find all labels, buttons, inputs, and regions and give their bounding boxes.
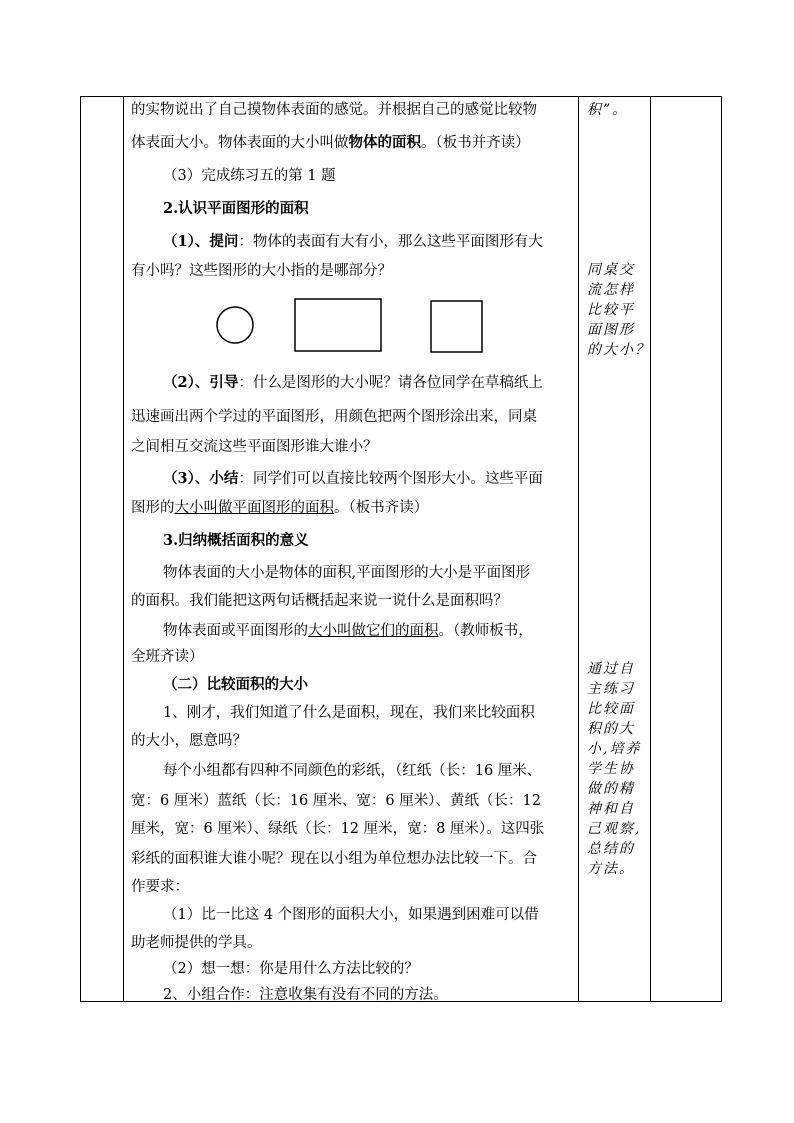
text-line: （1）、提问：物体的表面有大有小，那么这些平面图形有大	[163, 233, 543, 250]
text-line: （2）想一想：你是用什么方法比较的？	[163, 961, 419, 977]
text-line: （1）比一比这 4 个图形的面积大小，如果遇到困难可以借	[163, 907, 539, 923]
rectangle-shape	[295, 299, 381, 351]
column-divider	[650, 97, 651, 1001]
note-line: 比较平	[587, 302, 635, 318]
note-line: 己观察,	[587, 821, 642, 837]
text-line: 的面积。我们能把这两句话概括起来说一说什么是面积吗？	[131, 593, 508, 609]
note-line: 通过自	[587, 661, 635, 677]
text-line: 全班齐读）	[131, 649, 204, 665]
section-heading: （二）比较面积的大小	[163, 676, 308, 693]
section-heading: 2.认识平面图形的面积	[163, 200, 309, 217]
text-line: 物体表面的大小是物体的面积,平面图形的大小是平面图形	[163, 565, 531, 581]
circle-shape	[217, 307, 253, 343]
note-line: 同桌交	[587, 262, 635, 278]
text-line: 物体表面或平面图形的大小叫做它们的面积。（教师板书，	[163, 623, 533, 639]
note-line: 的大小？	[587, 342, 651, 358]
note-line: 小,培养	[587, 741, 642, 757]
text-line: （2）、引导：什么是图形的大小呢？请各位同学在草稿纸上	[163, 374, 543, 391]
section-heading: 3.归纳概括面积的意义	[163, 532, 309, 549]
lesson-table	[80, 96, 722, 1002]
note-line: 主练习	[587, 681, 635, 697]
note-line: 比较面	[587, 701, 635, 717]
note-line: 流怎样	[587, 282, 635, 298]
text-line: 作要求：	[131, 879, 189, 895]
text-line: 迅速画出两个学过的平面图形，用颜色把两个图形涂出来，同桌	[131, 409, 537, 425]
note-line: 积的大	[587, 721, 635, 737]
text-line: （3）、小结：同学们可以直接比较两个图形大小。这些平面	[163, 470, 543, 487]
text-line: 有小吗？这些图形的大小指的是哪部分？	[131, 263, 392, 279]
text-line: 每个小组都有四种不同颜色的彩纸，（红纸（长：16 厘米、	[163, 763, 542, 779]
note-line: 总结的	[587, 841, 635, 857]
text-line: （3）完成练习五的第 1 题	[163, 168, 336, 184]
note-line: 面图形	[587, 322, 635, 338]
text-line: 的实物说出了自己摸物体表面的感觉。并根据自己的感觉比较物	[131, 102, 537, 118]
note-line: 神和自	[587, 801, 635, 817]
text-line: 体表面大小。物体表面的大小叫做物体的面积。（板书并齐读）	[131, 134, 530, 151]
text-line: 2、小组合作：注意收集有没有不同的方法。	[163, 987, 448, 1003]
design-note: 积”。	[587, 102, 629, 118]
note-line: 学生协	[587, 761, 635, 777]
text-line: 助老师提供的学具。	[131, 935, 262, 951]
text-line: 厘米，宽：6 厘米）、绿纸（长：12 厘米，宽：8 厘米）。这四张	[131, 821, 545, 837]
text-line: 之间相互交流这些平面图形谁大谁小？	[131, 439, 378, 455]
text-line: 宽：6 厘米）蓝纸（长：16 厘米、宽：6 厘米）、黄纸（长：12	[131, 793, 541, 809]
note-line: 做的精	[587, 781, 635, 797]
shape-examples	[215, 297, 485, 357]
teaching-process-cell	[123, 97, 570, 1003]
square-shape	[431, 301, 482, 352]
text-line: 彩纸的面积谁大谁小呢？现在以小组为单位想办法比较一下。合	[131, 851, 537, 867]
note-line: 方法。	[587, 861, 635, 877]
text-line: 的大小，愿意吗？	[131, 733, 247, 749]
text-line: 图形的大小叫做平面图形的面积。（板书齐读）	[131, 500, 429, 516]
column-divider	[578, 97, 579, 1001]
text-line: 1、刚才，我们知道了什么是面积，现在，我们来比较面积	[163, 705, 535, 721]
